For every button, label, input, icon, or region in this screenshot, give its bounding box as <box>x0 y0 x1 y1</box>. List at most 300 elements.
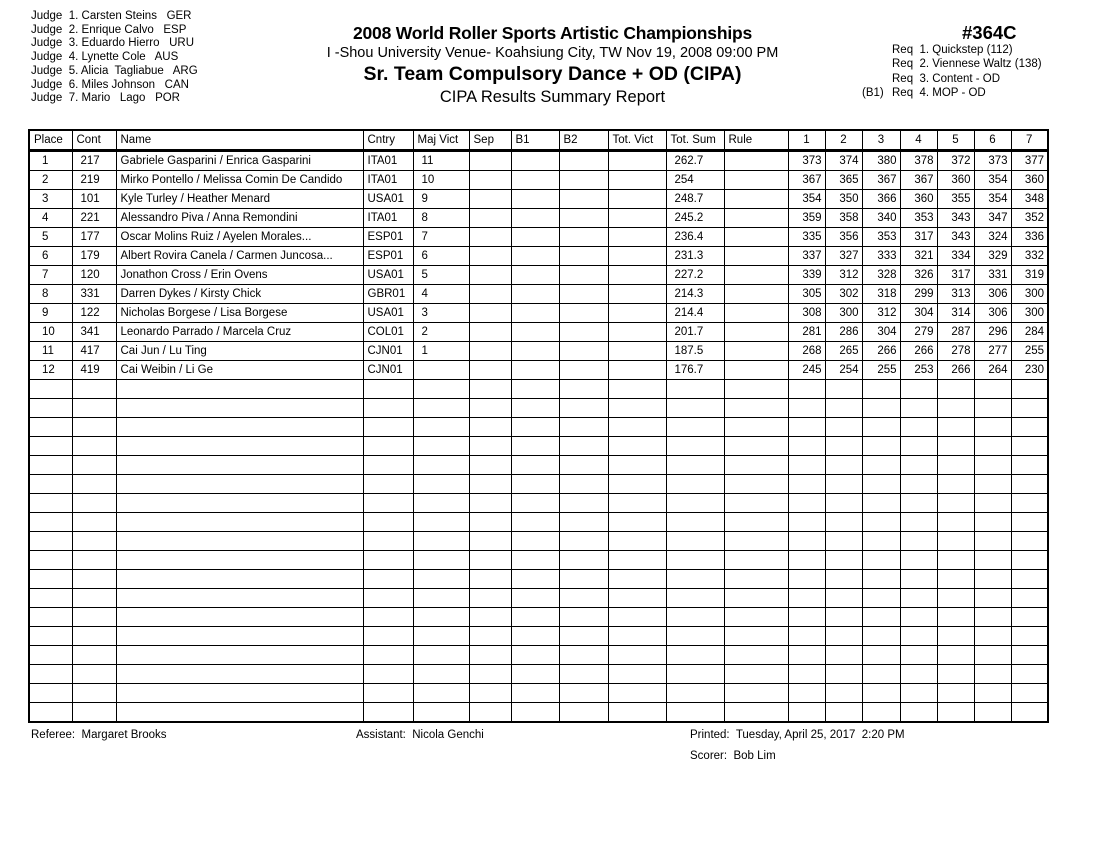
empty-cell <box>1011 684 1048 703</box>
judge-row <box>31 92 198 106</box>
event-title: Sr. Team Compulsory Dance + OD (CIPA) <box>363 63 742 85</box>
table-row <box>29 342 1048 361</box>
table-row <box>29 209 1048 228</box>
empty-cell <box>1011 589 1048 608</box>
empty-cell <box>363 532 413 551</box>
empty-row <box>29 532 1048 551</box>
cell-maj: 7 <box>413 228 469 247</box>
empty-cell <box>974 380 1011 399</box>
cell-judge-score: 319 <box>1011 266 1048 285</box>
empty-cell <box>413 494 469 513</box>
cell-judge-score: 314 <box>937 304 974 323</box>
cell-b1 <box>511 266 559 285</box>
printed-label: Printed: Tuesday, April 25, 2017 2:20 PM <box>690 729 905 741</box>
cell-maj: 6 <box>413 247 469 266</box>
empty-cell <box>788 418 825 437</box>
empty-cell <box>825 703 862 723</box>
empty-cell <box>974 532 1011 551</box>
empty-cell <box>666 513 724 532</box>
empty-cell <box>788 399 825 418</box>
empty-row <box>29 456 1048 475</box>
cell-judge-score: 306 <box>974 285 1011 304</box>
empty-cell <box>825 437 862 456</box>
cell-judge-score: 300 <box>1011 304 1048 323</box>
empty-cell <box>788 665 825 684</box>
empty-cell <box>608 665 666 684</box>
cell-place: 1 <box>29 151 72 171</box>
empty-cell <box>116 589 363 608</box>
cell-judge-score: 365 <box>825 171 862 190</box>
cell-rule <box>724 228 788 247</box>
cell-judge-score: 334 <box>937 247 974 266</box>
empty-cell <box>29 551 72 570</box>
empty-cell <box>413 627 469 646</box>
empty-cell <box>469 627 511 646</box>
empty-cell <box>862 703 900 723</box>
empty-cell <box>937 418 974 437</box>
empty-cell <box>116 570 363 589</box>
cell-cont: 219 <box>72 171 116 190</box>
column-header: Cntry <box>363 130 413 151</box>
cell-b2 <box>559 151 608 171</box>
cell-place: 11 <box>29 342 72 361</box>
empty-cell <box>469 399 511 418</box>
cell-name: Darren Dykes / Kirsty Chick <box>116 285 363 304</box>
empty-cell <box>974 513 1011 532</box>
column-header: 1 <box>788 130 825 151</box>
empty-cell <box>862 513 900 532</box>
empty-cell <box>724 418 788 437</box>
cell-maj: 8 <box>413 209 469 228</box>
cell-judge-score: 299 <box>900 285 937 304</box>
judge-country: POR <box>155 92 180 105</box>
results-table <box>28 129 1049 723</box>
empty-cell <box>666 646 724 665</box>
table-row <box>29 323 1048 342</box>
cell-cntry: COL01 <box>363 323 413 342</box>
empty-cell <box>724 399 788 418</box>
empty-cell <box>72 684 116 703</box>
empty-cell <box>1011 665 1048 684</box>
empty-cell <box>862 665 900 684</box>
empty-cell <box>469 456 511 475</box>
cell-judge-score: 373 <box>788 151 825 171</box>
empty-row <box>29 399 1048 418</box>
cell-judge-score: 350 <box>825 190 862 209</box>
empty-cell <box>1011 513 1048 532</box>
empty-cell <box>1011 456 1048 475</box>
cell-judge-score: 352 <box>1011 209 1048 228</box>
empty-cell <box>825 418 862 437</box>
empty-cell <box>937 665 974 684</box>
judge-label: Judge 5. <box>31 64 79 77</box>
empty-cell <box>116 684 363 703</box>
cell-name: Kyle Turley / Heather Menard <box>116 190 363 209</box>
empty-cell <box>862 437 900 456</box>
column-header: Sep <box>469 130 511 151</box>
empty-cell <box>666 551 724 570</box>
cell-judge-score: 339 <box>788 266 825 285</box>
judge-name: Carsten Steins <box>81 10 157 22</box>
referee-label: Referee: Margaret Brooks <box>31 729 167 741</box>
cell-rule <box>724 190 788 209</box>
empty-cell <box>788 437 825 456</box>
empty-cell <box>29 684 72 703</box>
empty-row <box>29 665 1048 684</box>
cell-rule <box>724 342 788 361</box>
cell-b1 <box>511 285 559 304</box>
empty-cell <box>29 665 72 684</box>
empty-cell <box>900 532 937 551</box>
cell-totsum: 236.4 <box>666 228 724 247</box>
cell-maj: 1 <box>413 342 469 361</box>
cell-totsum: 176.7 <box>666 361 724 380</box>
cell-name: Nicholas Borgese / Lisa Borgese <box>116 304 363 323</box>
cell-cont: 101 <box>72 190 116 209</box>
empty-cell <box>825 589 862 608</box>
empty-row <box>29 380 1048 399</box>
empty-cell <box>900 456 937 475</box>
table-row <box>29 228 1048 247</box>
empty-cell <box>937 532 974 551</box>
empty-cell <box>413 418 469 437</box>
empty-cell <box>29 646 72 665</box>
empty-cell <box>937 608 974 627</box>
cell-b1 <box>511 342 559 361</box>
empty-row <box>29 646 1048 665</box>
empty-cell <box>559 608 608 627</box>
empty-cell <box>116 627 363 646</box>
empty-cell <box>1011 646 1048 665</box>
cell-judge-score: 360 <box>900 190 937 209</box>
cell-judge-score: 324 <box>974 228 1011 247</box>
cell-maj: 3 <box>413 304 469 323</box>
empty-cell <box>363 627 413 646</box>
cell-totvict <box>608 266 666 285</box>
judge-name: Lynette Cole <box>81 51 146 64</box>
judge-row <box>31 10 198 24</box>
requirement-row <box>862 43 1042 57</box>
cell-judge-score: 266 <box>937 361 974 380</box>
empty-cell <box>559 532 608 551</box>
judge-label: Judge 4. <box>31 51 79 64</box>
judge-country: AUS <box>154 51 179 64</box>
column-header: 5 <box>937 130 974 151</box>
empty-cell <box>363 665 413 684</box>
cell-judge-score: 305 <box>788 285 825 304</box>
requirement-text: Quickstep (112) <box>932 44 1013 56</box>
cell-judge-score: 353 <box>900 209 937 228</box>
championship-title: 2008 World Roller Sports Artistic Championships <box>352 23 752 43</box>
empty-cell <box>974 551 1011 570</box>
cell-maj: 11 <box>413 151 469 171</box>
cell-sep <box>469 323 511 342</box>
empty-cell <box>116 437 363 456</box>
empty-row <box>29 551 1048 570</box>
empty-cell <box>862 456 900 475</box>
cell-judge-score: 354 <box>974 190 1011 209</box>
empty-cell <box>937 437 974 456</box>
empty-row <box>29 684 1048 703</box>
cell-sep <box>469 190 511 209</box>
empty-cell <box>413 589 469 608</box>
cell-judge-score: 343 <box>937 228 974 247</box>
cell-name: Mirko Pontello / Melissa Comin De Candido <box>116 171 363 190</box>
empty-cell <box>363 608 413 627</box>
empty-cell <box>363 437 413 456</box>
empty-cell <box>559 665 608 684</box>
empty-cell <box>1011 551 1048 570</box>
empty-cell <box>825 494 862 513</box>
empty-cell <box>666 437 724 456</box>
empty-cell <box>724 494 788 513</box>
cell-place: 5 <box>29 228 72 247</box>
empty-cell <box>900 513 937 532</box>
cell-judge-score: 354 <box>788 190 825 209</box>
empty-cell <box>511 684 559 703</box>
empty-cell <box>511 570 559 589</box>
empty-cell <box>974 665 1011 684</box>
empty-cell <box>724 475 788 494</box>
empty-cell <box>116 608 363 627</box>
empty-cell <box>937 399 974 418</box>
empty-cell <box>788 456 825 475</box>
cell-place: 8 <box>29 285 72 304</box>
cell-b1 <box>511 151 559 171</box>
judge-name: Eduardo Hierro <box>81 37 160 50</box>
cell-judge-score: 360 <box>937 171 974 190</box>
empty-cell <box>72 513 116 532</box>
cell-totvict <box>608 151 666 171</box>
empty-cell <box>900 703 937 723</box>
cell-name: Alessandro Piva / Anna Remondini <box>116 209 363 228</box>
cell-judge-score: 336 <box>1011 228 1048 247</box>
empty-cell <box>72 380 116 399</box>
empty-cell <box>724 703 788 723</box>
table-header-row <box>29 130 1048 151</box>
empty-cell <box>1011 399 1048 418</box>
cell-totsum: 231.3 <box>666 247 724 266</box>
empty-cell <box>825 570 862 589</box>
empty-cell <box>862 532 900 551</box>
cell-cntry: USA01 <box>363 266 413 285</box>
empty-cell <box>29 627 72 646</box>
empty-cell <box>862 646 900 665</box>
cell-judge-score: 321 <box>900 247 937 266</box>
empty-cell <box>413 475 469 494</box>
empty-cell <box>116 418 363 437</box>
empty-cell <box>937 494 974 513</box>
empty-cell <box>116 532 363 551</box>
cell-cntry: CJN01 <box>363 361 413 380</box>
cell-b2 <box>559 228 608 247</box>
cell-cntry: ESP01 <box>363 228 413 247</box>
cell-place: 3 <box>29 190 72 209</box>
cell-judge-score: 358 <box>825 209 862 228</box>
empty-cell <box>608 570 666 589</box>
cell-cntry: USA01 <box>363 190 413 209</box>
cell-place: 7 <box>29 266 72 285</box>
cell-judge-score: 353 <box>862 228 900 247</box>
empty-cell <box>116 475 363 494</box>
empty-cell <box>559 703 608 723</box>
empty-cell <box>363 703 413 723</box>
empty-cell <box>724 532 788 551</box>
judge-label: Judge 2. <box>31 23 79 36</box>
empty-cell <box>788 494 825 513</box>
empty-cell <box>116 399 363 418</box>
empty-cell <box>974 456 1011 475</box>
requirement-text: MOP - OD <box>932 86 986 99</box>
cell-judge-score: 331 <box>974 266 1011 285</box>
cell-b2 <box>559 323 608 342</box>
cell-rule <box>724 323 788 342</box>
empty-cell <box>788 589 825 608</box>
empty-cell <box>511 418 559 437</box>
cell-judge-score: 373 <box>974 151 1011 171</box>
cell-judge-score: 335 <box>788 228 825 247</box>
empty-cell <box>900 589 937 608</box>
cell-maj: 4 <box>413 285 469 304</box>
empty-cell <box>116 551 363 570</box>
empty-cell <box>900 684 937 703</box>
empty-cell <box>363 570 413 589</box>
cell-rule <box>724 209 788 228</box>
column-header: 4 <box>900 130 937 151</box>
cell-b2 <box>559 209 608 228</box>
empty-cell <box>363 418 413 437</box>
column-header: Tot. Vict <box>608 130 666 151</box>
empty-cell <box>1011 494 1048 513</box>
empty-cell <box>900 646 937 665</box>
empty-cell <box>511 513 559 532</box>
cell-judge-score: 265 <box>825 342 862 361</box>
cell-cntry: ITA01 <box>363 171 413 190</box>
cell-judge-score: 306 <box>974 304 1011 323</box>
cell-judge-score: 317 <box>937 266 974 285</box>
cell-cntry: CJN01 <box>363 342 413 361</box>
empty-cell <box>666 627 724 646</box>
cell-judge-score: 360 <box>1011 171 1048 190</box>
empty-cell <box>788 532 825 551</box>
cell-judge-score: 304 <box>900 304 937 323</box>
judge-country: CAN <box>164 78 189 91</box>
cell-maj: 5 <box>413 266 469 285</box>
empty-cell <box>608 551 666 570</box>
cell-judge-score: 329 <box>974 247 1011 266</box>
cell-b2 <box>559 247 608 266</box>
cell-judge-score: 287 <box>937 323 974 342</box>
empty-cell <box>862 418 900 437</box>
judge-name: Alicia Tagliabue <box>80 64 164 77</box>
cell-totsum: 214.3 <box>666 285 724 304</box>
cell-judge-score: 304 <box>862 323 900 342</box>
cell-sep <box>469 247 511 266</box>
empty-cell <box>724 608 788 627</box>
judge-row <box>31 37 198 51</box>
empty-cell <box>825 399 862 418</box>
empty-cell <box>72 703 116 723</box>
empty-cell <box>72 551 116 570</box>
empty-cell <box>29 703 72 723</box>
empty-cell <box>862 380 900 399</box>
empty-cell <box>900 665 937 684</box>
cell-judge-score: 284 <box>1011 323 1048 342</box>
empty-cell <box>608 399 666 418</box>
empty-cell <box>937 589 974 608</box>
cell-rule <box>724 151 788 171</box>
empty-cell <box>116 703 363 723</box>
cell-sep <box>469 285 511 304</box>
empty-cell <box>825 380 862 399</box>
empty-cell <box>511 627 559 646</box>
column-header: 7 <box>1011 130 1048 151</box>
cell-cont: 120 <box>72 266 116 285</box>
empty-cell <box>666 399 724 418</box>
empty-cell <box>511 380 559 399</box>
empty-cell <box>29 399 72 418</box>
cell-totsum: 187.5 <box>666 342 724 361</box>
empty-cell <box>937 513 974 532</box>
cell-judge-score: 326 <box>900 266 937 285</box>
empty-cell <box>363 399 413 418</box>
empty-cell <box>413 570 469 589</box>
empty-cell <box>666 589 724 608</box>
empty-cell <box>608 513 666 532</box>
cell-totsum: 214.4 <box>666 304 724 323</box>
table-row <box>29 247 1048 266</box>
empty-cell <box>862 570 900 589</box>
empty-cell <box>900 418 937 437</box>
cell-totvict <box>608 285 666 304</box>
cell-judge-score: 378 <box>900 151 937 171</box>
empty-cell <box>559 646 608 665</box>
empty-cell <box>559 513 608 532</box>
empty-cell <box>363 380 413 399</box>
empty-cell <box>862 399 900 418</box>
empty-cell <box>788 608 825 627</box>
empty-cell <box>724 646 788 665</box>
cell-b2 <box>559 342 608 361</box>
empty-cell <box>608 589 666 608</box>
table-row <box>29 266 1048 285</box>
cell-cont: 341 <box>72 323 116 342</box>
empty-cell <box>116 380 363 399</box>
empty-cell <box>974 570 1011 589</box>
empty-cell <box>511 589 559 608</box>
cell-b2 <box>559 171 608 190</box>
empty-cell <box>724 456 788 475</box>
cell-judge-score: 367 <box>788 171 825 190</box>
empty-cell <box>413 532 469 551</box>
venue-line: I -Shou University Venue- Koahsiung City, TW Nov 19, 2008 09:00 PM <box>326 45 779 61</box>
empty-cell <box>559 437 608 456</box>
cell-judge-score: 313 <box>937 285 974 304</box>
cell-judge-score: 278 <box>937 342 974 361</box>
empty-cell <box>511 608 559 627</box>
empty-cell <box>862 475 900 494</box>
empty-cell <box>469 513 511 532</box>
cell-cont: 417 <box>72 342 116 361</box>
empty-cell <box>511 437 559 456</box>
cell-rule <box>724 171 788 190</box>
cell-sep <box>469 209 511 228</box>
empty-cell <box>1011 532 1048 551</box>
cell-judge-score: 367 <box>900 171 937 190</box>
empty-cell <box>825 646 862 665</box>
empty-cell <box>608 437 666 456</box>
cell-totsum: 227.2 <box>666 266 724 285</box>
